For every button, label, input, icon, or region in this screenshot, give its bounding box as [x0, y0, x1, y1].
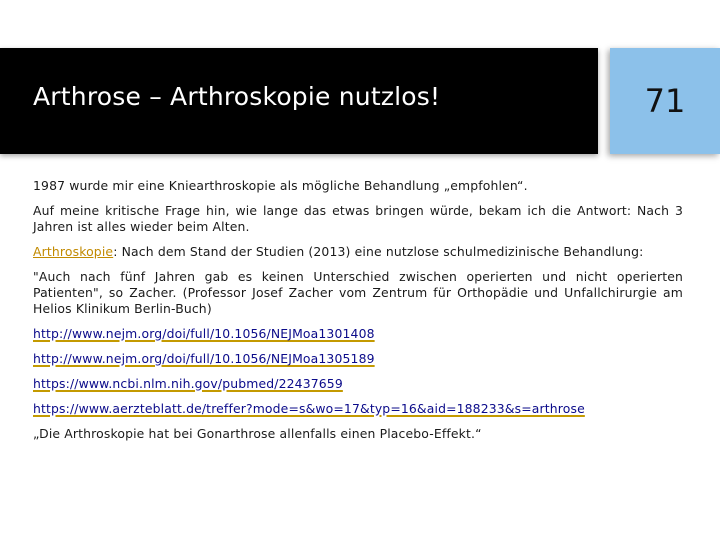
paragraph-placebo: „Die Arthroskopie hat bei Gonarthrose allenfalls einen Placebo-Effekt.“ [33, 426, 482, 441]
arthroskopie-link[interactable]: Arthroskopie [33, 244, 114, 259]
ncbi-link[interactable]: https://www.ncbi.nlm.nih.gov/pubmed/22437659 [33, 376, 343, 391]
nejm-link-2[interactable]: http://www.nejm.org/doi/full/10.1056/NEJMoa1305189 [33, 351, 375, 366]
paragraph-arthroscopy-text: : Nach dem Stand der Studien (2013) eine nutzlose schulmedizinische Behandlung: [113, 244, 644, 259]
aerzteblatt-link[interactable]: https://www.aerzteblatt.de/treffer?mode=s&wo=17&typ=16&aid=188233&s=arthrose [33, 401, 585, 416]
slide-title: Arthrose – Arthroskopie nutzlos! [33, 82, 441, 111]
slide-number: 71 [644, 82, 686, 120]
paragraph-question: Auf meine kritische Frage hin, wie lange das etwas bringen würde, bekam ich die Antwort: Nach 3 Jahren ist alles wieder beim Alten. [33, 203, 683, 234]
paragraph-intro: 1987 wurde mir eine Kniearthroskopie als mögliche Behandlung „empfohlen“. [33, 178, 528, 193]
slide-body [33, 178, 683, 451]
paragraph-arthroscopy [33, 244, 683, 260]
paragraph-quote: "Auch nach fünf Jahren gab es keinen Unterschied zwischen operierten und nicht operierten Patienten", so Zacher. (Professor Josef Zacher vom Zentrum für Orthopädie und Unfallchirurgie am Helios Klinikum Berlin-Buch) [33, 269, 683, 316]
nejm-link-1[interactable]: http://www.nejm.org/doi/full/10.1056/NEJMoa1301408 [33, 326, 375, 341]
